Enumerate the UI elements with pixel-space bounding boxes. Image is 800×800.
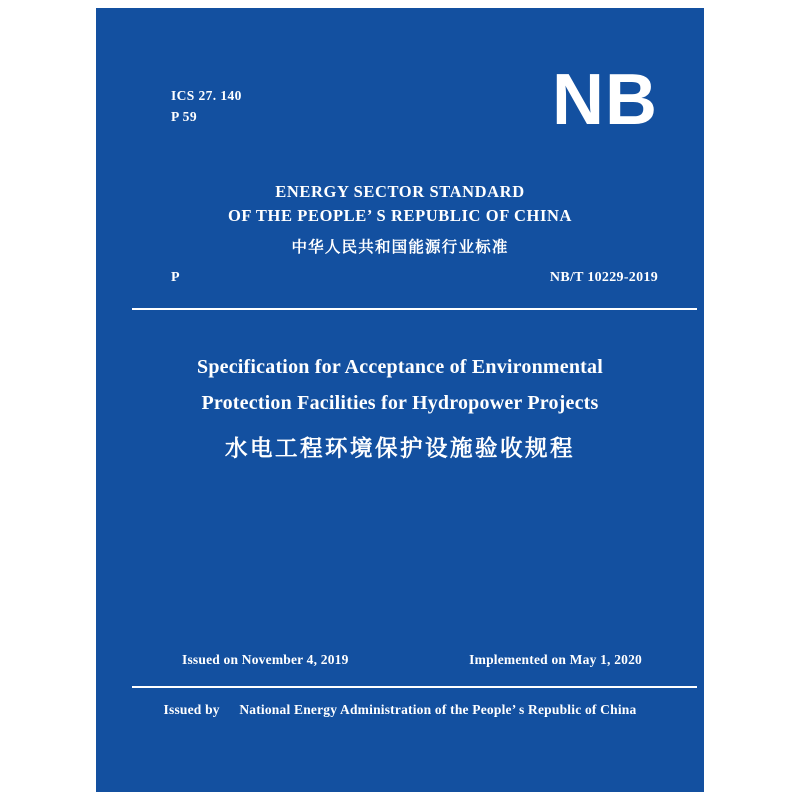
issuer-row [96,702,704,718]
ccs-code: P 59 [171,108,197,124]
issuer-label: Issued by [163,702,220,717]
title-chinese: 水电工程环境保护设施验收规程 [224,436,575,462]
standard-title-block [136,350,664,463]
implementation-date: Implemented on May 1, 2020 [469,652,642,667]
standard-number: NB/T 10229-2019 [549,270,658,285]
standard-cover [96,8,704,792]
designation-row [171,270,658,286]
dates-row [182,652,642,668]
title-english-line2: Protection Facilities for Hydropower Projects [201,391,599,414]
organization-chinese: 中华人民共和国能源行业标准 [291,238,509,256]
organization-english-line1: ENERGY SECTOR STANDARD [275,182,525,201]
issuer-name: National Energy Administration of the People’ s Republic of China [239,702,637,717]
divider-bottom [132,686,697,688]
divider-top [132,308,697,310]
nb-logo: NB [552,60,658,140]
title-english-line1: Specification for Acceptance of Environmental [197,356,603,378]
issuing-organization-block [96,180,704,257]
issue-date: Issued on November 4, 2019 [182,652,349,667]
ics-number: ICS 27. 140 [171,88,242,103]
organization-english-line2: OF THE PEOPLE’ S REPUBLIC OF CHINA [227,205,573,225]
category-code: P [171,270,180,285]
ics-classification-block [171,86,242,128]
